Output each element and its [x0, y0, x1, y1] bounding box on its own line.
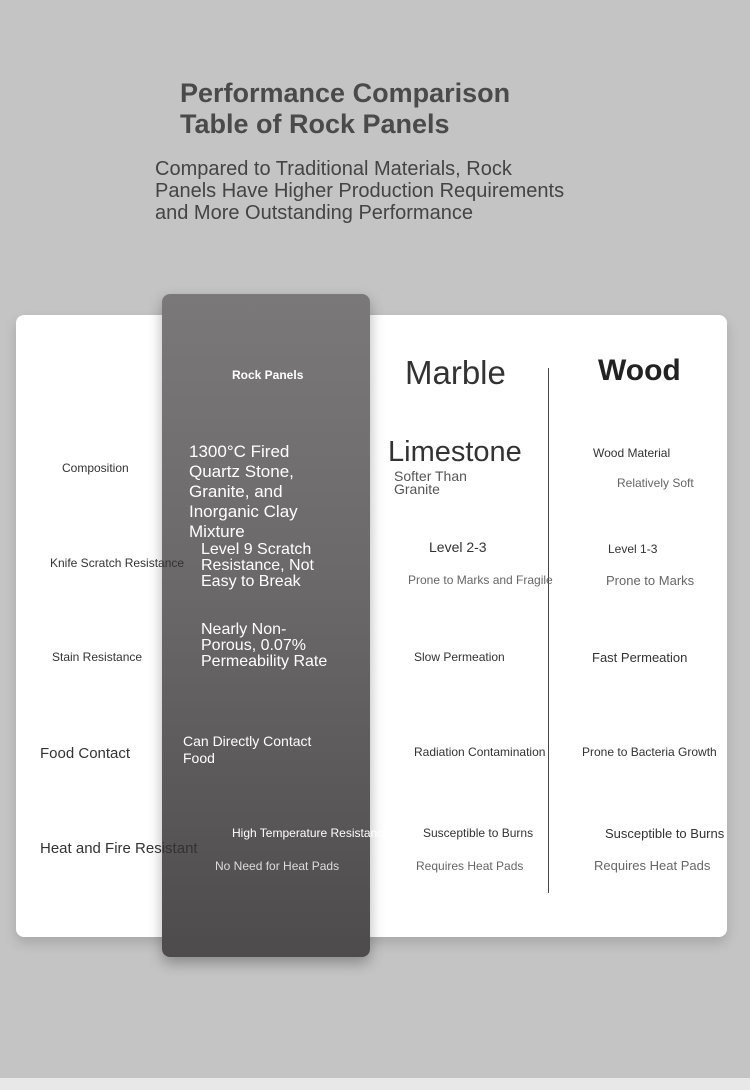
row-label-scratch: Knife Scratch Resistance [50, 556, 185, 570]
rock-stain: Nearly Non-Porous, 0.07% Permeability Rate [201, 621, 328, 670]
marble-composition: Limestone [388, 436, 522, 468]
column-header-wood: Wood [598, 354, 681, 387]
column-header-rock: Rock Panels [232, 368, 304, 382]
marble-scratch: Level 2-3 [429, 539, 487, 555]
wood-scratch-note: Prone to Marks [606, 573, 695, 588]
rock-food: Can Directly Contact Food [183, 733, 312, 766]
bottom-strip [0, 1078, 750, 1090]
marble-stain: Slow Permeation [414, 650, 505, 664]
column-divider [548, 368, 549, 893]
marble-food: Radiation Contamination [414, 745, 546, 759]
wood-composition: Wood Material [593, 446, 671, 460]
row-label-heat: Heat and Fire Resistant [40, 840, 198, 857]
wood-heat: Susceptible to Burns [605, 826, 725, 841]
rock-scratch: Level 9 Scratch Resistance, Not Easy to Break [201, 541, 314, 590]
marble-heat-note: Requires Heat Pads [416, 859, 524, 873]
rock-composition: 1300°C Fired Quartz Stone, Granite, and Inorganic Clay Mixture [189, 442, 298, 541]
wood-scratch: Level 1-3 [608, 542, 658, 556]
page-subtitle: Compared to Traditional Materials, Rock Panels Have Higher Production Requirements and More Outstanding Performance [155, 158, 565, 224]
row-label-stain: Stain Resistance [52, 650, 143, 664]
page-title: Performance Comparison Table of Rock Panels [180, 78, 511, 139]
row-label-food: Food Contact [40, 745, 131, 762]
marble-scratch-note: Prone to Marks and Fragile [408, 573, 553, 587]
wood-heat-note: Requires Heat Pads [594, 858, 711, 873]
rock-heat-note: No Need for Heat Pads [215, 859, 340, 873]
marble-heat: Susceptible to Burns [423, 826, 534, 840]
marble-composition-note: Softer Than Granite [394, 468, 467, 497]
wood-composition-note: Relatively Soft [617, 476, 694, 490]
wood-food: Prone to Bacteria Growth [582, 745, 717, 759]
column-header-marble: Marble [405, 354, 506, 391]
wood-stain: Fast Permeation [592, 650, 688, 665]
rock-heat: High Temperature Resistance [232, 826, 390, 840]
row-label-composition: Composition [62, 461, 129, 475]
